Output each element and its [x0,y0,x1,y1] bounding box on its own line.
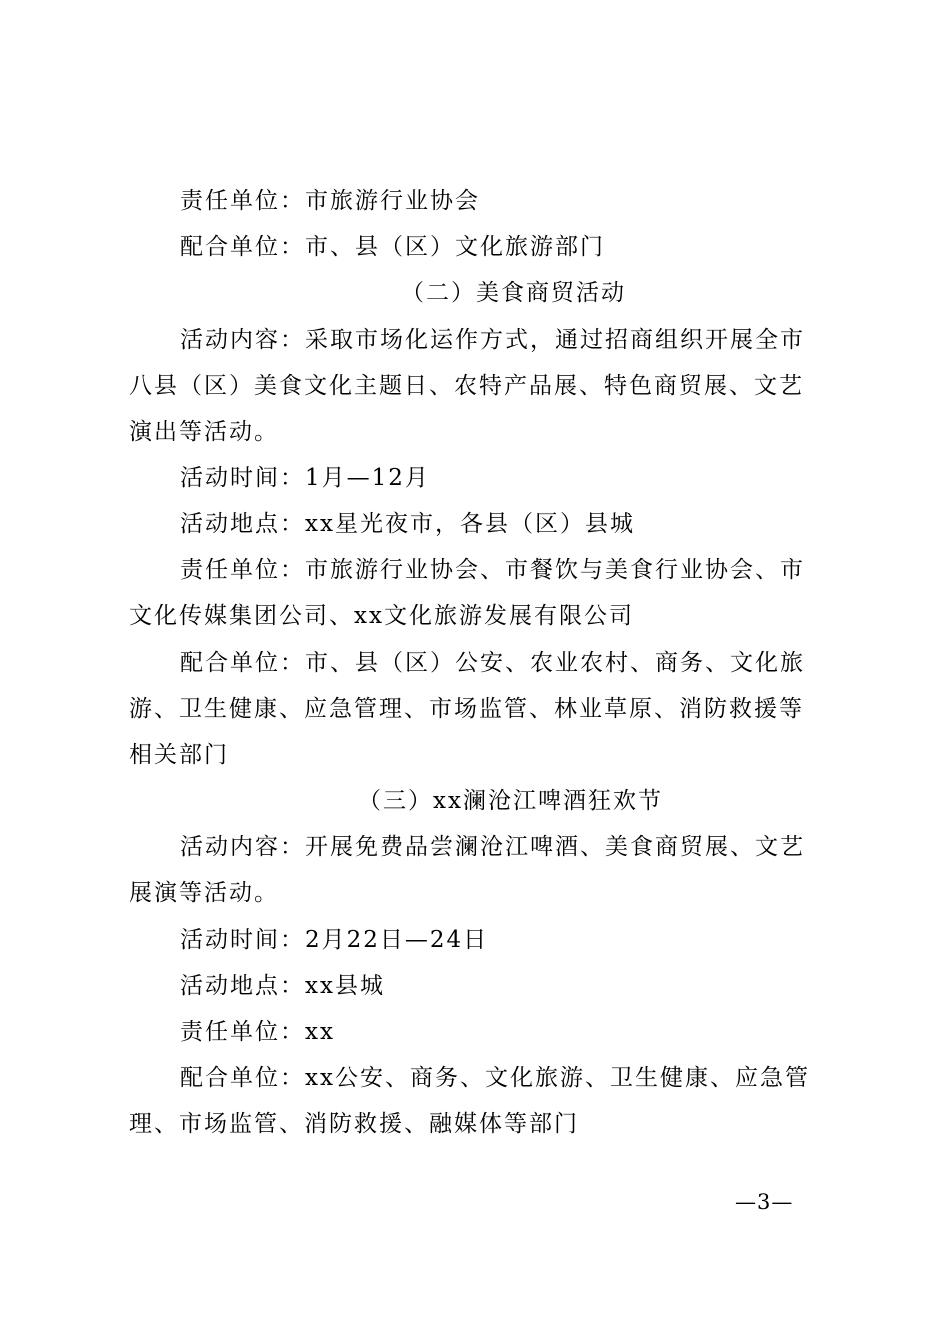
responsible-unit-line: 责任单位：市旅游行业协会 [180,188,480,214]
activity-content-line: 活动内容：采取市场化运作方式，通过招商组织开展全市 [180,327,805,353]
activity-location-line: 活动地点：xx县城 [180,973,385,999]
section-heading-2: （二）美食商贸活动 [401,280,626,306]
cooperating-unit-line: 配合单位：xx公安、商务、文化旅游、卫生健康、应急管 [180,1065,810,1091]
cooperating-unit-continuation: 游、卫生健康、应急管理、市场监管、林业草原、消防救援等 [129,696,804,722]
responsible-unit-line: 责任单位：市旅游行业协会、市餐饮与美食行业协会、市 [180,557,805,583]
activity-time-line: 活动时间：1月—12月 [180,465,430,491]
section-heading-3: （三）xx澜沧江啤酒狂欢节 [358,788,663,814]
activity-time-line: 活动时间：2月22日—24日 [180,927,489,953]
activity-content-continuation: 演出等活动。 [129,419,279,445]
cooperating-unit-continuation: 相关部门 [129,742,229,768]
activity-content-continuation: 展演等活动。 [129,880,279,906]
activity-content-continuation: 八县（区）美食文化主题日、农特产品展、特色商贸展、文艺 [129,373,804,399]
responsible-unit-line: 责任单位：xx [180,1019,335,1045]
activity-content-line: 活动内容：开展免费品尝澜沧江啤酒、美食商贸展、文艺 [180,834,805,860]
responsible-unit-continuation: 文化传媒集团公司、xx文化旅游发展有限公司 [129,603,634,629]
cooperating-unit-line: 配合单位：市、县（区）公安、农业农村、商务、文化旅 [180,650,805,676]
cooperating-unit-line: 配合单位：市、县（区）文化旅游部门 [180,234,605,260]
activity-location-line: 活动地点：xx星光夜市，各县（区）县城 [180,511,635,537]
page-number: —3— [735,1190,794,1214]
cooperating-unit-continuation: 理、市场监管、消防救援、融媒体等部门 [129,1111,579,1137]
